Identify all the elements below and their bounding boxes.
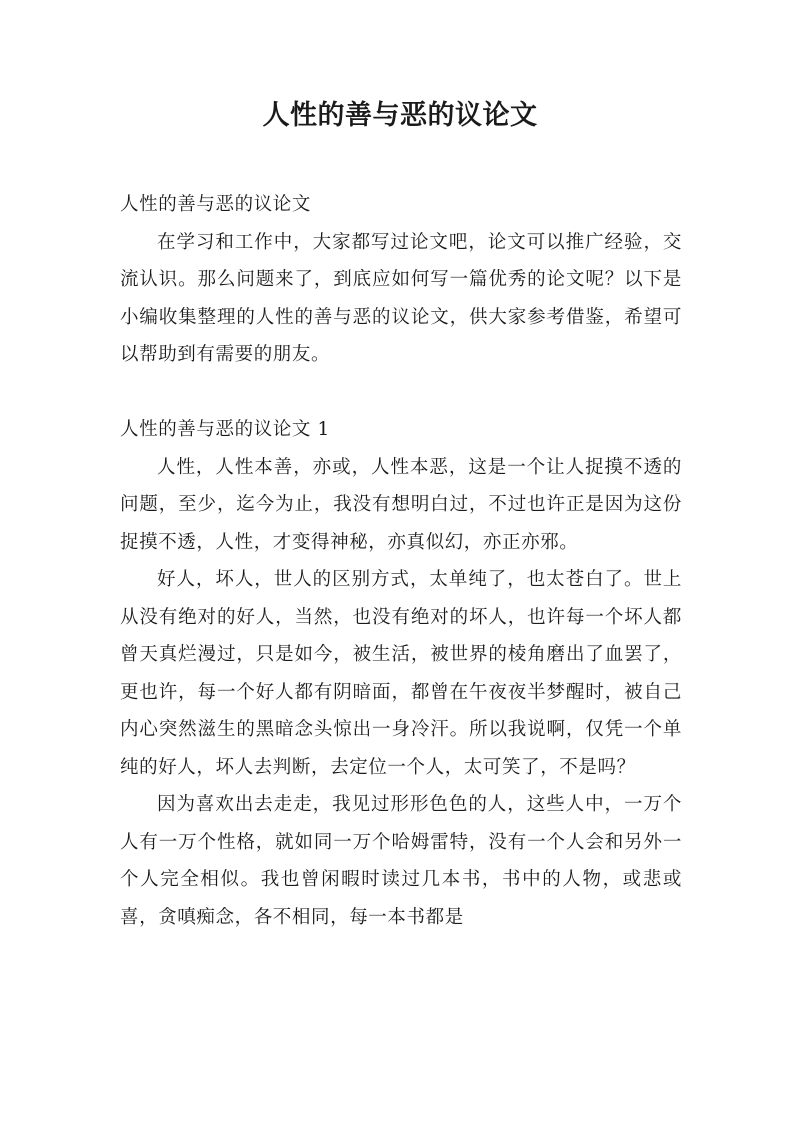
- intro-heading: 人性的善与恶的议论文: [120, 194, 312, 215]
- paragraph-spacer: [120, 374, 682, 412]
- document-body: [120, 186, 682, 936]
- body-paragraph: 人性，人性本善，亦或，人性本恶，这是一个让人捉摸不透的问题，至少，迄今为止，我没有想明白过，不过也许正是因为这份捉摸不透，人性，才变得神秘，亦真似幻，亦正亦邪。: [120, 456, 682, 553]
- body-paragraph: 因为喜欢出去走走，我见过形形色色的人，这些人中，一万个人有一万个性格，就如同一万个哈姆雷特，没有一个人会和另外一个人完全相似。我也曾闲暇时读过几本书，书中的人物，或悲或喜，贪嗔痴念，各不相同，每一本书都是: [120, 794, 682, 928]
- body-paragraph: 好人，坏人，世人的区别方式，太单纯了，也太苍白了。世上从没有绝对的好人，当然，也没有绝对的坏人，也许每一个坏人都曾天真烂漫过，只是如今，被生活，被世界的棱角磨出了血罢了，更也许，每一个好人都有阴暗面，都曾在午夜夜半梦醒时，被自己内心突然滋生的黑暗念头惊出一身冷汗。所以我说啊，仅凭一个单纯的好人，坏人去判断，去定位一个人，太可笑了，不是吗？: [120, 569, 682, 778]
- intro-paragraph: 在学习和工作中，大家都写过论文吧，论文可以推广经验，交流认识。那么问题来了，到底应如何写一篇优秀的论文呢？以下是小编收集整理的人性的善与恶的议论文，供大家参考借鉴，希望可以帮助到有需要的朋友。: [120, 231, 682, 365]
- section-heading: 人性的善与恶的议论文 1: [120, 419, 330, 440]
- document-title: 人性的善与恶的议论文: [262, 100, 538, 131]
